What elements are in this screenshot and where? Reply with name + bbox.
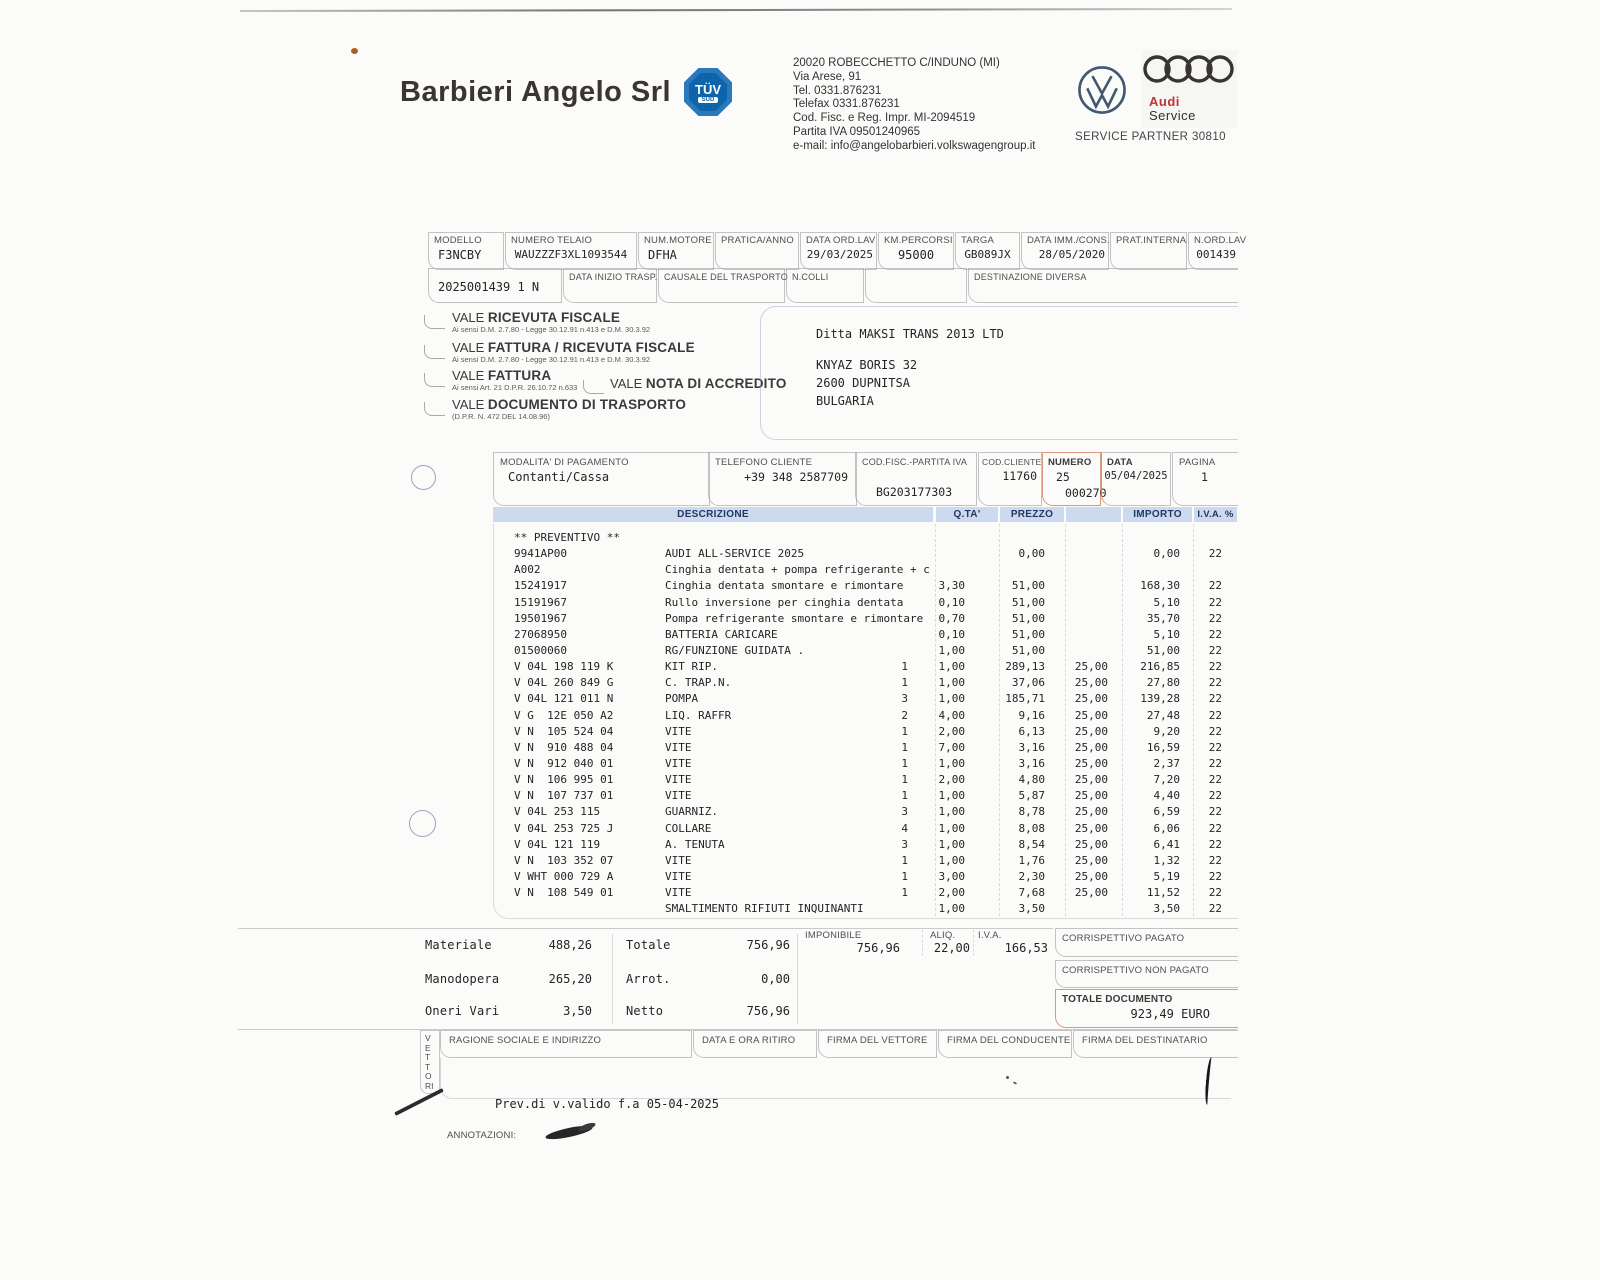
- validity-note: Prev.di v.valido f.a 05-04-2025: [495, 1097, 719, 1111]
- cell-code: 15191967: [514, 595, 567, 609]
- cell-prezzo: 51,00: [1011, 611, 1045, 625]
- totals-top-line: [238, 928, 1053, 929]
- cell-desc: VITE: [665, 724, 692, 738]
- address-line: e-mail: info@angelobarbieri.volkswagengroup.it: [793, 139, 1036, 152]
- field-numero-telaio: NUMERO TELAIO WAUZZZF3XL1093544: [505, 232, 637, 270]
- arrot-value: 0,00: [761, 972, 790, 986]
- table-header-importo: IMPORTO: [1123, 507, 1192, 522]
- cell-desc: VITE: [665, 886, 692, 900]
- cell-pcs: 3: [901, 805, 908, 819]
- oneri-vari-value: 3,50: [563, 1004, 592, 1018]
- cell-sconto: 25,00: [1074, 821, 1108, 835]
- scan-top-edge: [240, 8, 1232, 12]
- cell-importo: 6,59: [1153, 805, 1180, 819]
- cell-desc: Cinghia dentata smontare e rimontare: [665, 579, 904, 593]
- cell-desc: AUDI ALL-SERVICE 2025: [665, 547, 805, 561]
- cell-pcs: 4: [901, 821, 908, 835]
- table-header-prezzo: PREZZO: [1000, 507, 1064, 522]
- vettori-box: [420, 1030, 440, 1094]
- imponibile-label: IMPONIBILE: [805, 930, 862, 941]
- audi-brand-text: Audi: [1149, 94, 1180, 109]
- footer-col-ragione-sociale: RAGIONE SOCIALE E INDIRIZZO: [440, 1030, 692, 1058]
- cell-code: V N 108 549 01: [514, 886, 614, 900]
- checkbox-fattura-ricevuta: [424, 345, 445, 359]
- cell-pcs: 1: [901, 660, 908, 674]
- aliq-value: 22,00: [933, 941, 970, 955]
- cell-prezzo: 51,00: [1011, 627, 1045, 641]
- table-row: [493, 886, 1237, 902]
- field-modalita-pagamento: MODALITA' DI PAGAMENTO Contanti/Cassa: [493, 452, 710, 506]
- cell-desc: GUARNIZ.: [665, 805, 718, 819]
- cell-code: V N 910 488 04: [514, 740, 614, 754]
- cell-desc: Cinghia dentata + pompa refrigerante + c: [665, 563, 930, 577]
- field-causale-trasporto: CAUSALE DEL TRASPORTO: [658, 268, 785, 303]
- table-row: [493, 547, 1237, 563]
- field-data-ord-lav: DATA ORD.LAV 29/03/2025: [800, 232, 877, 270]
- field-targa: TARGA GB089JX: [955, 232, 1020, 270]
- cell-importo: 6,06: [1153, 821, 1180, 835]
- cell-iva: 22: [1208, 805, 1222, 819]
- table-row: [493, 563, 1237, 579]
- cell-desc: VITE: [665, 740, 692, 754]
- table-header-descrizione: DESCRIZIONE: [493, 507, 933, 522]
- cell-prezzo: 3,16: [1018, 740, 1045, 754]
- tuv-sud-logo: [681, 66, 735, 126]
- company-name: Barbieri Angelo Srl: [400, 76, 672, 108]
- table-header-iva: I.V.A. %: [1194, 507, 1237, 522]
- table-row: [493, 757, 1237, 773]
- corrispettivo-pagato-box: CORRISPETTIVO PAGATO: [1055, 928, 1238, 957]
- cell-pcs: 1: [901, 724, 908, 738]
- cell-code: 9941AP00: [514, 547, 567, 561]
- dealer-address: [793, 57, 1035, 154]
- totale-documento-value: 923,49 EURO: [1130, 1007, 1210, 1021]
- cell-qta: 1,00: [938, 692, 965, 706]
- cell-qta: 1,00: [938, 643, 965, 657]
- cell-iva: 22: [1208, 547, 1222, 561]
- aliq-label: ALIQ.: [930, 930, 956, 941]
- punch-mark-top: [411, 465, 436, 490]
- vale-fattura-sub: Ai sensi Art. 21 D.P.R. 26.10.72 n.633: [452, 383, 578, 392]
- cell-code: V 04L 198 119 K: [514, 660, 614, 674]
- ink-dot: [351, 48, 358, 54]
- cell-prezzo: 8,54: [1018, 837, 1045, 851]
- cell-qta: 1,00: [938, 676, 965, 690]
- cell-sconto: 25,00: [1074, 708, 1108, 722]
- cell-sconto: 25,00: [1074, 756, 1108, 770]
- customer-name: Ditta MAKSI TRANS 2013 LTD: [816, 327, 1004, 341]
- audi-service-text: Service: [1149, 108, 1196, 123]
- cell-desc: VITE: [665, 853, 692, 867]
- cell-iva: 22: [1208, 773, 1222, 787]
- pen-stroke-diagonal: [394, 1088, 444, 1116]
- annotazioni-label: ANNOTAZIONI:: [447, 1130, 517, 1141]
- cell-pcs: 1: [901, 756, 908, 770]
- cell-prezzo: 289,13: [1005, 660, 1045, 674]
- cell-sconto: 25,00: [1074, 869, 1108, 883]
- cell-importo: 27,80: [1146, 676, 1180, 690]
- cell-pcs: 1: [901, 740, 908, 754]
- cell-desc: LIQ. RAFFR: [665, 708, 732, 722]
- cell-importo: 5,10: [1153, 595, 1180, 609]
- field-pratica-anno: PRATICA/ANNO: [715, 232, 799, 270]
- cell-code: 27068950: [514, 627, 567, 641]
- cell-qta: 4,00: [938, 708, 965, 722]
- cell-sconto: 25,00: [1074, 692, 1108, 706]
- cell-importo: 7,20: [1153, 773, 1180, 787]
- cell-sconto: 25,00: [1074, 886, 1108, 900]
- table-row: [493, 854, 1237, 870]
- cell-qta: 1,00: [938, 789, 965, 803]
- cell-prezzo: 51,00: [1011, 579, 1045, 593]
- checkbox-nota-accredito: [583, 380, 604, 394]
- items-rows: [493, 531, 1237, 918]
- cell-iva: 22: [1208, 740, 1222, 754]
- cell-qta: 0,10: [938, 627, 965, 641]
- cell-prezzo: 4,80: [1018, 773, 1045, 787]
- tuv-logo-text: TÜV: [695, 82, 721, 97]
- audi-rings-icon: [1143, 52, 1235, 88]
- table-row: [493, 725, 1237, 741]
- oneri-vari-label: Oneri Vari: [425, 1004, 500, 1018]
- table-header-blank: [1066, 507, 1121, 522]
- footer-signature-area: [440, 1058, 1231, 1099]
- cell-code: 19501967: [514, 611, 567, 625]
- cell-iva: 22: [1208, 692, 1222, 706]
- cell-importo: 3,50: [1153, 902, 1180, 916]
- cell-sconto: 25,00: [1074, 853, 1108, 867]
- cell-iva: 22: [1208, 756, 1222, 770]
- cell-pcs: 1: [901, 869, 908, 883]
- cell-iva: 22: [1208, 627, 1222, 641]
- cell-importo: 0,00: [1153, 547, 1180, 561]
- cell-qta: 0,10: [938, 595, 965, 609]
- cell-importo: 6,41: [1153, 837, 1180, 851]
- vale-fattura-ricevuta: VALE FATTURA / RICEVUTA FISCALE: [452, 340, 695, 355]
- table-row: [493, 773, 1237, 789]
- cell-code: V G 12E 050 A2: [514, 708, 614, 722]
- manodopera-label: Manodopera: [425, 972, 500, 986]
- totale-documento-box: TOTALE DOCUMENTO 923,49 EURO: [1055, 989, 1238, 1028]
- materiale-label: Materiale: [425, 938, 492, 952]
- cell-importo: 1,32: [1153, 853, 1180, 867]
- field-cod-cliente: COD.CLIENTE 11760: [978, 452, 1042, 506]
- cell-prezzo: 185,71: [1005, 692, 1045, 706]
- cell-qta: 1,00: [938, 660, 965, 674]
- cell-prezzo: 3,50: [1018, 902, 1045, 916]
- field-prat-interna: PRAT.INTERNA: [1110, 232, 1187, 270]
- cell-qta: 1,00: [938, 821, 965, 835]
- cell-code: 15241917: [514, 579, 567, 593]
- address-line: Tel. 0331.876231: [793, 84, 882, 97]
- cell-sconto: 25,00: [1074, 740, 1108, 754]
- netto-label: Netto: [626, 1004, 664, 1018]
- cell-iva: 22: [1208, 837, 1222, 851]
- cell-importo: 5,10: [1153, 627, 1180, 641]
- cell-pcs: 1: [901, 773, 908, 787]
- cell-code: V N 107 737 01: [514, 789, 614, 803]
- cell-desc: SMALTIMENTO RIFIUTI INQUINANTI: [665, 902, 864, 916]
- vale-documento-trasporto-sub: (D.P.R. N. 472 DEL 14.08.96): [452, 412, 550, 421]
- table-header-qta: Q.TA': [936, 507, 998, 522]
- cell-code: A002: [514, 563, 541, 577]
- field-modello: MODELLO F3NCBY: [428, 232, 504, 270]
- cell-iva: 22: [1208, 660, 1222, 674]
- checkbox-documento-trasporto: [424, 402, 445, 416]
- table-row: [493, 709, 1237, 725]
- cell-desc: VITE: [665, 773, 692, 787]
- cell-qta: 2,00: [938, 724, 965, 738]
- manodopera-value: 265,20: [548, 972, 592, 986]
- cell-pcs: 2: [901, 708, 908, 722]
- cell-importo: 216,85: [1140, 660, 1180, 674]
- address-line: Via Arese, 91: [793, 70, 862, 83]
- cell-desc: Pompa refrigerante smontare e rimontare: [665, 611, 924, 625]
- cell-importo: 5,19: [1153, 869, 1180, 883]
- cell-importo: 27,48: [1146, 708, 1180, 722]
- cell-qta: 1,00: [938, 902, 965, 916]
- tuv-logo-sub: SÜD: [698, 97, 718, 103]
- cell-importo: 11,52: [1146, 886, 1180, 900]
- cell-code: V 04L 253 115: [514, 805, 601, 819]
- cell-desc: RG/FUNZIONE GUIDATA .: [665, 643, 805, 657]
- field-ordine: 2025001439 1 N: [428, 268, 562, 303]
- cell-qta: 7,00: [938, 740, 965, 754]
- cell-qta: 1,00: [938, 837, 965, 851]
- footer-col-firma-conducente: FIRMA DEL CONDUCENTE: [938, 1030, 1072, 1058]
- table-row: [493, 628, 1237, 644]
- table-row: [493, 660, 1237, 676]
- cell-code: V N 912 040 01: [514, 756, 614, 770]
- field-spacer: [865, 268, 967, 303]
- cell-code: V 04L 253 725 J: [514, 821, 614, 835]
- customer-city: 2600 DUPNITSA: [816, 376, 910, 390]
- cell-prezzo: 2,30: [1018, 869, 1045, 883]
- audi-logo-block: [1141, 50, 1237, 128]
- table-row: [493, 805, 1237, 821]
- cell-code: V N 103 352 07: [514, 853, 614, 867]
- cell-iva: 22: [1208, 724, 1222, 738]
- cell-prezzo: 3,16: [1018, 756, 1045, 770]
- cell-desc: C. TRAP.N.: [665, 676, 732, 690]
- table-row: [493, 612, 1237, 628]
- iva-box-separator: [973, 930, 974, 956]
- cell-qta: 1,00: [938, 756, 965, 770]
- materiale-value: 488,26: [548, 938, 592, 952]
- cell-prezzo: 8,78: [1018, 805, 1045, 819]
- cell-importo: 2,37: [1153, 756, 1180, 770]
- cell-pcs: 3: [901, 692, 908, 706]
- table-row: [493, 789, 1237, 805]
- cell-desc: KIT RIP.: [665, 660, 718, 674]
- corrispettivo-non-pagato-box: CORRISPETTIVO NON PAGATO: [1055, 960, 1238, 988]
- cell-desc: Rullo inversione per cinghia dentata: [665, 595, 904, 609]
- table-row: [493, 902, 1237, 918]
- imponibile-value: 756,96: [856, 941, 900, 955]
- checkbox-fattura: [424, 373, 445, 387]
- cell-prezzo: 51,00: [1011, 643, 1045, 657]
- address-line: Cod. Fisc. e Reg. Impr. MI-2094519: [793, 112, 976, 125]
- field-telefono-cliente: TELEFONO CLIENTE +39 348 2587709: [708, 452, 857, 506]
- cell-sconto: 25,00: [1074, 789, 1108, 803]
- cell-sconto: 25,00: [1074, 837, 1108, 851]
- table-row: [493, 531, 1237, 547]
- field-data-documento: DATA 05/04/2025: [1101, 452, 1171, 506]
- cell-prezzo: 37,06: [1011, 676, 1045, 690]
- cell-sconto: 25,00: [1074, 805, 1108, 819]
- cell-sconto: 25,00: [1074, 660, 1108, 674]
- cell-code: V WHT 000 729 A: [514, 869, 614, 883]
- cell-prezzo: 5,87: [1018, 789, 1045, 803]
- field-cod-fisc-partita-iva: COD.FISC.-PARTITA IVA BG203177303: [855, 452, 977, 506]
- cell-qta: 2,00: [938, 773, 965, 787]
- address-line: Partita IVA 09501240965: [793, 125, 921, 138]
- cell-importo: 51,00: [1146, 643, 1180, 657]
- cell-desc: POMPA: [665, 692, 699, 706]
- cell-iva: 22: [1208, 611, 1222, 625]
- vale-nota-accredito: VALE NOTA DI ACCREDITO: [610, 376, 787, 391]
- totale-label: Totale: [626, 938, 671, 952]
- cell-desc: VITE: [665, 869, 692, 883]
- totals-separator: [612, 934, 613, 1024]
- cell-pcs: 1: [901, 886, 908, 900]
- vw-logo: [1076, 64, 1128, 116]
- cell-prezzo: 9,16: [1018, 708, 1045, 722]
- table-row: [493, 596, 1237, 612]
- footer-col-data-ora-ritiro: DATA E ORA RITIRO: [693, 1030, 817, 1058]
- cell-pcs: 1: [901, 853, 908, 867]
- iva-label: I.V.A.: [978, 930, 1002, 941]
- cell-iva: 22: [1208, 789, 1222, 803]
- field-n-colli: N.COLLI: [786, 268, 864, 303]
- arrot-label: Arrot.: [626, 972, 671, 986]
- cell-sconto: 25,00: [1074, 724, 1108, 738]
- netto-value: 756,96: [746, 1004, 790, 1018]
- vale-ricevuta-fiscale: VALE RICEVUTA FISCALE: [452, 310, 621, 325]
- table-row: [493, 579, 1237, 595]
- iva-value: 166,53: [1004, 941, 1048, 955]
- cell-iva: 22: [1208, 708, 1222, 722]
- field-destinazione-diversa: DESTINAZIONE DIVERSA: [968, 268, 1238, 303]
- cell-iva: 22: [1208, 902, 1222, 916]
- cell-desc: BATTERIA CARICARE: [665, 627, 778, 641]
- cell-qta: 3,30: [938, 579, 965, 593]
- cell-code: V 04L 260 849 G: [514, 676, 614, 690]
- cell-iva: 22: [1208, 869, 1222, 883]
- cell-importo: 4,40: [1153, 789, 1180, 803]
- service-partner-text: SERVICE PARTNER 30810: [1075, 131, 1226, 143]
- cell-iva: 22: [1208, 821, 1222, 835]
- cell-iva: 22: [1208, 853, 1222, 867]
- totale-value: 756,96: [746, 938, 790, 952]
- checkbox-ricevuta-fiscale: [424, 315, 445, 329]
- customer-box: [760, 306, 1238, 440]
- cell-importo: 35,70: [1146, 611, 1180, 625]
- vale-ricevuta-fiscale-sub: Ai sensi D.M. 2.7.80 - Legge 30.12.91 n.413 e D.M. 30.3.92: [452, 325, 651, 334]
- cell-importo: 16,59: [1146, 740, 1180, 754]
- cell-code: 01500060: [514, 643, 567, 657]
- punch-mark-bottom: [409, 810, 436, 837]
- cell-iva: 22: [1208, 886, 1222, 900]
- table-row: [493, 822, 1237, 838]
- table-row: [493, 741, 1237, 757]
- cell-pcs: 1: [901, 676, 908, 690]
- cell-qta: 3,00: [938, 869, 965, 883]
- cell-desc: VITE: [665, 756, 692, 770]
- cell-pcs: 3: [901, 837, 908, 851]
- cell-qta: 2,00: [938, 886, 965, 900]
- cell-prezzo: 7,68: [1018, 886, 1045, 900]
- table-row: [493, 692, 1237, 708]
- cell-prezzo: 1,76: [1018, 853, 1045, 867]
- cell-code: ** PREVENTIVO **: [514, 531, 620, 544]
- cell-iva: 22: [1208, 579, 1222, 593]
- cell-desc: COLLARE: [665, 821, 712, 835]
- cell-prezzo: 6,13: [1018, 724, 1045, 738]
- cell-iva: 22: [1208, 676, 1222, 690]
- cell-qta: 0,70: [938, 611, 965, 625]
- cell-importo: 139,28: [1140, 692, 1180, 706]
- field-n-ord-lav: N.ORD.LAV 001439: [1188, 232, 1238, 270]
- cell-pcs: 1: [901, 789, 908, 803]
- table-row: [493, 644, 1237, 660]
- address-line: 20020 ROBECCHETTO C/INDUNO (MI): [793, 57, 1000, 69]
- footer-col-firma-destinatario: FIRMA DEL DESTINATARIO: [1073, 1030, 1238, 1058]
- cell-desc: VITE: [665, 789, 692, 803]
- cell-iva: 22: [1208, 643, 1222, 657]
- cell-prezzo: 8,08: [1018, 821, 1045, 835]
- field-km-percorsi: KM.PERCORSI 95000: [878, 232, 954, 270]
- vettori-label: VETTORI: [425, 1033, 434, 1091]
- cell-desc: A. TENUTA: [665, 837, 725, 851]
- table-row: [493, 870, 1237, 886]
- table-row: [493, 676, 1237, 692]
- cell-prezzo: 51,00: [1011, 595, 1045, 609]
- cell-importo: 168,30: [1140, 579, 1180, 593]
- cell-qta: 1,00: [938, 853, 965, 867]
- cell-qta: 1,00: [938, 805, 965, 819]
- cell-code: V N 106 995 01: [514, 773, 614, 787]
- cell-iva: 22: [1208, 595, 1222, 609]
- field-pagina: PAGINA 1: [1172, 452, 1238, 506]
- totals-separator: [797, 934, 798, 1024]
- pen-dot-conducente: [1006, 1076, 1009, 1079]
- customer-street: KNYAZ BORIS 32: [816, 358, 918, 372]
- vale-fattura-ricevuta-sub: Ai sensi D.M. 2.7.80 - Legge 30.12.91 n.413 e D.M. 30.3.92: [452, 355, 651, 364]
- field-data-inizio-trasp: DATA INIZIO TRASP.: [563, 268, 657, 303]
- cell-code: V 04L 121 011 N: [514, 692, 614, 706]
- vale-documento-trasporto: VALE DOCUMENTO DI TRASPORTO: [452, 397, 687, 412]
- cell-sconto: 25,00: [1074, 676, 1108, 690]
- vale-fattura: VALE FATTURA: [452, 368, 552, 383]
- cell-importo: 9,20: [1153, 724, 1180, 738]
- field-numero-documento: NUMERO 25 000270: [1042, 452, 1101, 506]
- field-num-motore: NUM.MOTORE DFHA: [638, 232, 714, 270]
- address-line: Telefax 0331.876231: [793, 98, 900, 111]
- cell-code: V 04L 121 119: [514, 837, 601, 851]
- cell-code: V N 105 524 04: [514, 724, 614, 738]
- table-row: [493, 838, 1237, 854]
- cell-prezzo: 0,00: [1018, 547, 1045, 561]
- cell-sconto: 25,00: [1074, 773, 1108, 787]
- customer-country: BULGARIA: [816, 394, 874, 408]
- field-data-imm-cons: DATA IMM./CONS. 28/05/2020: [1021, 232, 1109, 270]
- footer-col-firma-vettore: FIRMA DEL VETTORE: [818, 1030, 937, 1058]
